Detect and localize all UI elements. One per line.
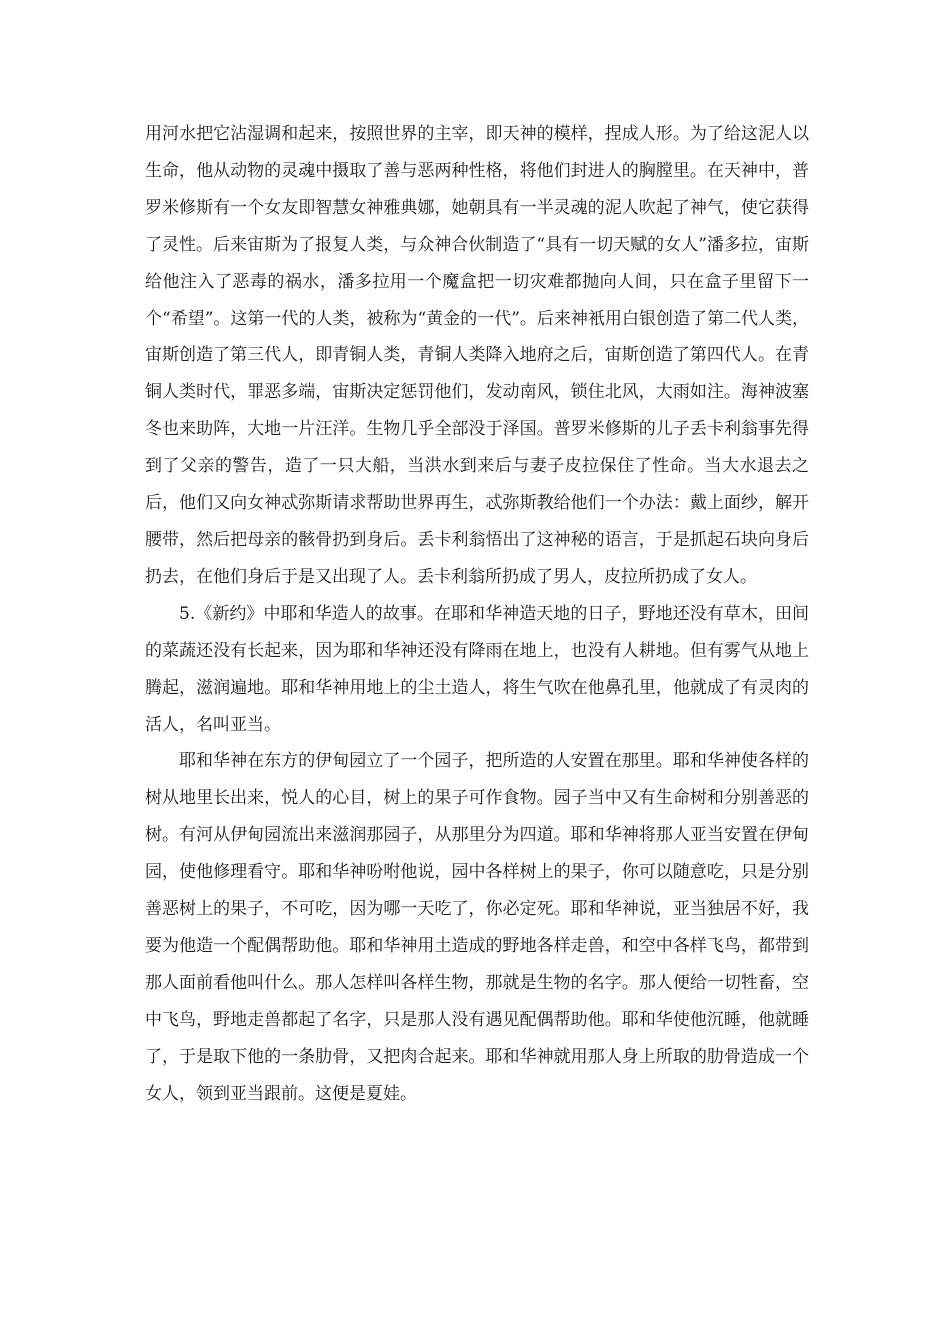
- paragraph-garden-of-eden: 耶和华神在东方的伊甸园立了一个园子，把所造的人安置在那里。耶和华神使各样的树从地里长出来，悦人的心目，树上的果子可作食物。园子当中又有生命树和分别善恶的树。有河从伊甸园流出来滋润那园子，从那里分为四道。耶和华神将那人亚当安置在伊甸园，使他修理看守。耶和华神吩咐他说，园中各样树上的果子，你可以随意吃，只是分别善恶树上的果子，不可吃，因为哪一天吃了，你必定死。耶和华神说，亚当独居不好，我要为他造一个配偶帮助他。耶和华神用土造成的野地各样走兽，和空中各样飞鸟，都带到那人面前看他叫什么。那人怎样叫各样生物，那就是生物的名字。那人便给一切牲畜，空中飞鸟，野地走兽都起了名字，只是那人没有遇见配偶帮助他。耶和华使他沉睡，他就睡了，于是取下他的一条肋骨，又把肉合起来。耶和华神就用那人身上所取的肋骨造成一个女人，领到亚当跟前。这便是夏娃。: [145, 751, 809, 1104]
- paragraph-new-testament-creation: 5.《新约》中耶和华造人的故事。在耶和华神造天地的日子，野地还没有草木，田间的菜蔬还没有长起来，因为耶和华神还没有降雨在地上，也没有人耕地。但有雾气从地上腾起，滋润遍地。耶和华神用地上的尘土造人，将生气吹在他鼻孔里，他就成了有灵肉的活人，名叫亚当。: [145, 603, 809, 735]
- document-page: [145, 116, 809, 1112]
- paragraph-prometheus-continued: 用河水把它沾湿调和起来，按照世界的主宰，即天神的模样，捏成人形。为了给这泥人以生命，他从动物的灵魂中摄取了善与恶两种性格，将他们封进人的胸膛里。在天神中，普罗米修斯有一个女友即智慧女神雅典娜，她朝具有一半灵魂的泥人吹起了神气，使它获得了灵性。后来宙斯为了报复人类，与众神合伙制造了“具有一切天赋的女人”潘多拉，宙斯给他注入了恶毒的祸水，潘多拉用一个魔盒把一切灾难都抛向人间，只在盒子里留下一个“希望”。这第一代的人类，被称为“黄金的一代”。后来神衹用白银创造了第二代人类，宙斯创造了第三代人，即青铜人类，青铜人类降入地府之后，宙斯创造了第四代人。在青铜人类时代，罪恶多端，宙斯决定惩罚他们，发动南风，锁住北风，大雨如注。海神波塞冬也来助阵，大地一片汪洋。生物几乎全部没于泽国。普罗米修斯的儿子丢卡利翁事先得到了父亲的警告，造了一只大船，当洪水到来后与妻子皮拉保住了性命。当大水退去之后，他们又向女神忒弥斯请求帮助世界再生，忒弥斯教给他们一个办法：戴上面纱，解开腰带，然后把母亲的骸骨扔到身后。丢卡利翁悟出了这神秘的语言，于是抓起石块向身后扔去，在他们身后于是又出现了人。丢卡利翁所扔成了男人，皮拉所扔成了女人。: [145, 124, 809, 587]
